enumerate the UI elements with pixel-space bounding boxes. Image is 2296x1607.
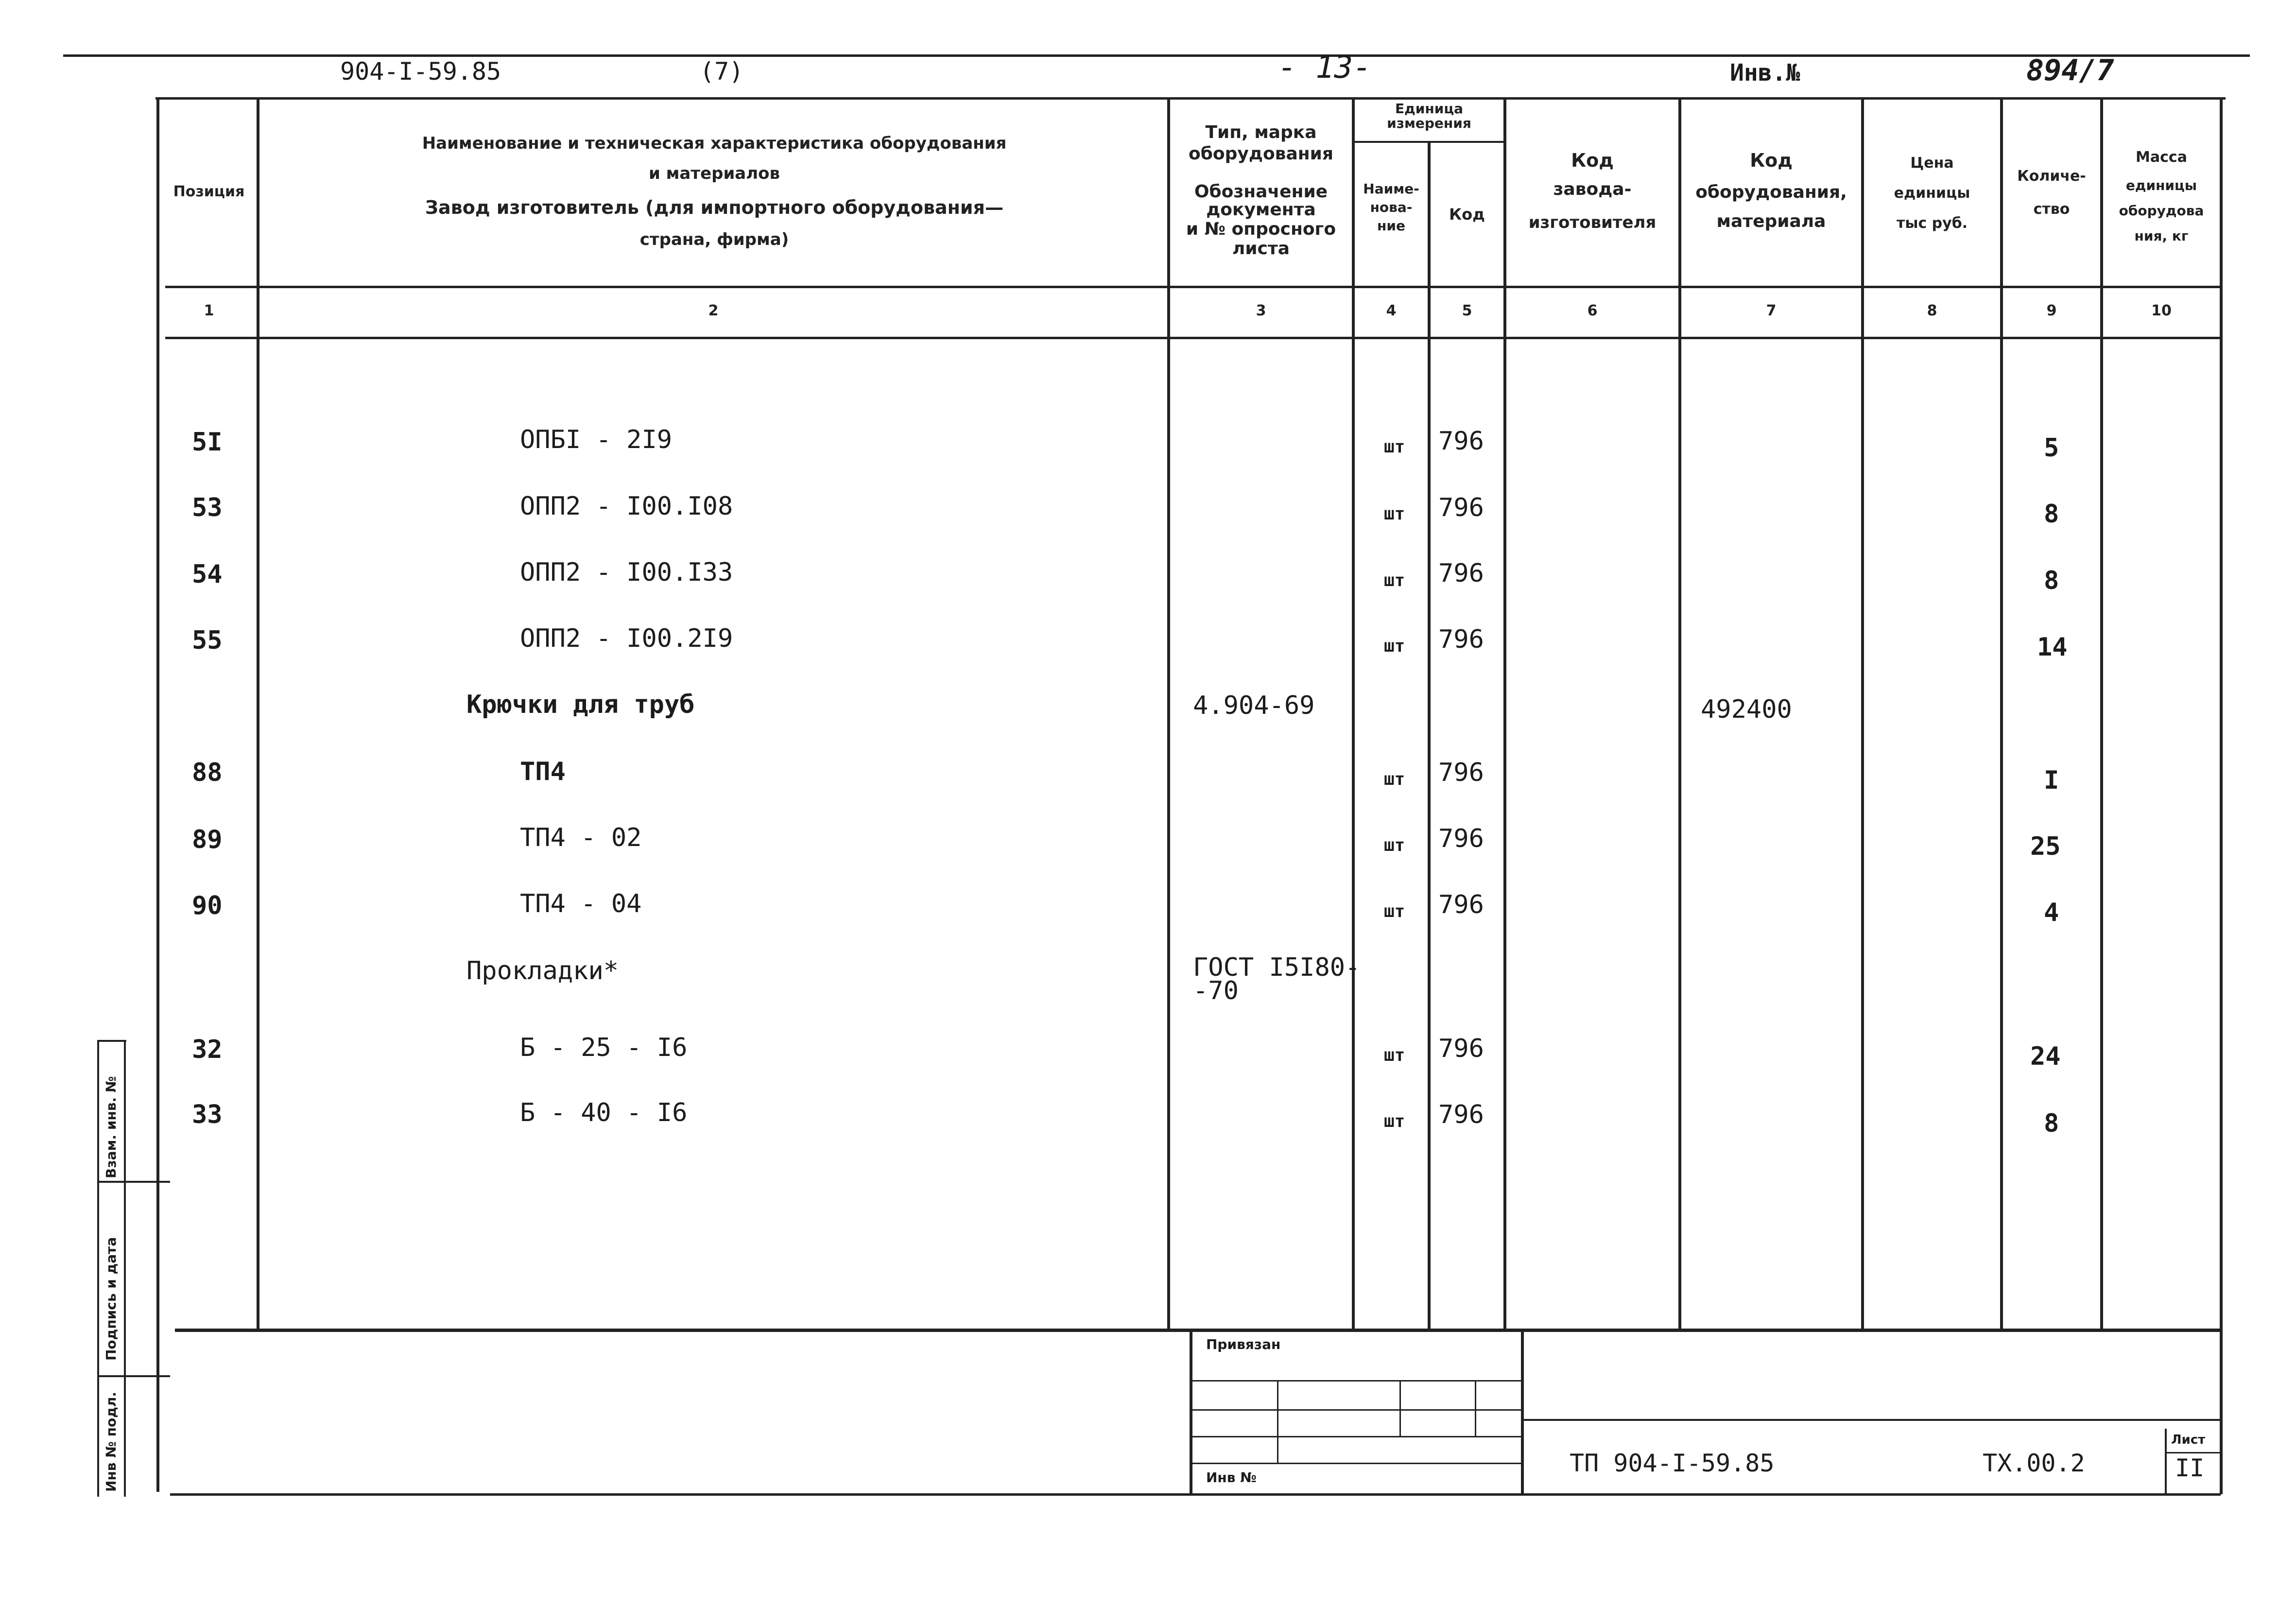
- row-unit-code: 796: [1438, 493, 1484, 522]
- row-quantity: 25: [2030, 832, 2061, 861]
- stamp-grid-line: [1192, 1463, 1521, 1464]
- col-divider-8: [2000, 100, 2003, 1329]
- stamp-attached-label: Привязан: [1206, 1336, 1281, 1352]
- inventory-label: Инв.№: [1730, 59, 1800, 86]
- column-number: 5: [1462, 302, 1472, 319]
- stamp-document-code: ТП 904-I-59.85: [1570, 1449, 1775, 1477]
- header-factory-code-line1: Код: [1571, 150, 1614, 171]
- stamp-sheet-label: Лист: [2171, 1433, 2206, 1447]
- column-number: 9: [2046, 302, 2057, 319]
- row-quantity: 4: [2044, 898, 2059, 927]
- row-position: 89: [192, 825, 223, 854]
- row-unit-code: 796: [1438, 427, 1484, 456]
- stamp-grid-line: [1192, 1380, 1521, 1382]
- column-number: 6: [1587, 302, 1598, 319]
- header-price-line3: тыс руб.: [1896, 215, 1968, 232]
- row-document-continued: -70: [1193, 976, 1239, 1005]
- frame-left-line: [156, 97, 159, 1492]
- header-mass-line1: Масса: [2136, 149, 2187, 166]
- row-document: 4.904-69: [1193, 691, 1315, 720]
- row-unit-code: 796: [1438, 559, 1484, 588]
- row-unit: шт: [1384, 835, 1405, 855]
- row-position: 55: [192, 626, 223, 655]
- stamp-sheet-number: II: [2175, 1454, 2205, 1482]
- row-quantity: 5: [2044, 433, 2059, 463]
- row-material-code: 492400: [1701, 695, 1792, 724]
- row-unit: шт: [1384, 570, 1405, 590]
- row-name: Б - 40 - I6: [520, 1098, 688, 1127]
- table-top-border: [155, 97, 2226, 100]
- header-name-line1: Наименование и техническая характеристика оборудования: [422, 134, 1007, 153]
- side-strip-left: [97, 1040, 99, 1497]
- header-material-code-line1: Код: [1750, 150, 1793, 171]
- side-label-replaced-inventory: Взам. инв. №: [103, 1076, 119, 1178]
- row-position: 5I: [192, 428, 223, 457]
- row-unit-code: 796: [1438, 890, 1484, 919]
- header-factory-code-line2: завода-: [1553, 179, 1632, 199]
- side-label-signature-date: Подпись и дата: [103, 1237, 119, 1361]
- doc-code: 904-I-59.85: [340, 57, 501, 86]
- stamp-grid-line: [1475, 1380, 1476, 1436]
- column-number: 4: [1386, 302, 1397, 319]
- section-heading: Прокладки*: [466, 956, 619, 985]
- row-name: ТП4 - 04: [520, 889, 642, 918]
- stamp-grid-line: [1192, 1409, 1521, 1411]
- header-unit-name-line2: нова-: [1370, 199, 1413, 215]
- header-quantity-line2: ство: [2033, 201, 2070, 218]
- row-unit: шт: [1384, 437, 1405, 457]
- stamp-sheet-code: ТХ.00.2: [1983, 1449, 2085, 1477]
- row-position: 33: [192, 1100, 223, 1129]
- row-name: ТП4 - 02: [520, 823, 642, 852]
- header-unit-code: Код: [1449, 205, 1485, 224]
- row-document: ГОСТ I5I80-: [1193, 953, 1361, 982]
- row-unit: шт: [1384, 769, 1405, 789]
- stamp-divider-left: [1190, 1330, 1192, 1494]
- column-number: 10: [2151, 302, 2172, 319]
- col-divider-1: [257, 100, 259, 1329]
- col-divider-3: [1352, 100, 1355, 1329]
- row-name: Б - 25 - I6: [520, 1033, 688, 1062]
- col-divider-9: [2100, 100, 2103, 1329]
- header-unit-group-line1: Единица: [1395, 101, 1463, 117]
- row-quantity: 8: [2044, 500, 2059, 529]
- row-quantity: 24: [2030, 1042, 2061, 1071]
- row-position: 53: [192, 493, 223, 522]
- column-number: 2: [708, 302, 719, 319]
- top-border: [63, 54, 2250, 57]
- header-mass-line2: единицы: [2125, 177, 2197, 193]
- row-position: 90: [192, 891, 223, 920]
- col-divider-2: [1167, 100, 1170, 1329]
- column-number: 8: [1927, 302, 1937, 319]
- column-number: 1: [204, 302, 214, 319]
- row-name: ОПБI - 2I9: [520, 425, 673, 454]
- row-unit-code: 796: [1438, 824, 1484, 853]
- row-position: 88: [192, 758, 223, 787]
- header-type-line1: Тип, марка: [1205, 122, 1317, 142]
- col-divider-5: [1503, 100, 1506, 1329]
- row-position: 54: [192, 560, 223, 589]
- frame-bottom-border: [170, 1493, 2221, 1496]
- header-mass-line4: ния, кг: [2134, 228, 2189, 244]
- page-number: - 13-: [1278, 50, 1372, 86]
- header-quantity-line1: Количе-: [2017, 168, 2086, 185]
- header-bottom-line: [165, 286, 2221, 288]
- header-type-line2: оборудования: [1189, 144, 1333, 164]
- row-unit-code: 796: [1438, 1034, 1484, 1063]
- header-name-line2: и материалов: [648, 164, 780, 183]
- header-position: Позиция: [173, 183, 245, 200]
- header-factory-code-line3: изготовителя: [1528, 213, 1657, 232]
- row-name: ТП4: [520, 757, 566, 786]
- header-unit-name-line3: ние: [1377, 218, 1405, 234]
- header-unit-name-line1: Наиме-: [1363, 181, 1419, 197]
- row-quantity: 8: [2044, 1109, 2059, 1138]
- row-quantity: 8: [2044, 566, 2059, 595]
- header-unit-group-line2: измерения: [1387, 115, 1471, 131]
- side-strip-line: [97, 1181, 170, 1183]
- header-type-line6: листа: [1232, 239, 1290, 259]
- header-name-line4: страна, фирма): [639, 230, 789, 249]
- row-unit: шт: [1384, 1111, 1405, 1131]
- frame-right-line: [2220, 100, 2223, 1494]
- row-name: ОПП2 - I00.2I9: [520, 624, 733, 653]
- header-price-line1: Цена: [1910, 155, 1954, 172]
- stamp-grid-line: [1277, 1380, 1278, 1463]
- stamp-sheet-line: [2165, 1452, 2220, 1453]
- column-number: 3: [1256, 302, 1266, 319]
- col-divider-6: [1678, 100, 1681, 1329]
- stamp-title-line: [1524, 1419, 2220, 1421]
- unit-group-line: [1355, 141, 1503, 143]
- stamp-inventory-label: Инв №: [1206, 1469, 1257, 1486]
- row-name: ОПП2 - I00.I08: [520, 492, 733, 521]
- stamp-divider-right: [1521, 1330, 1524, 1494]
- side-strip-inner: [124, 1040, 126, 1497]
- row-unit-code: 796: [1438, 625, 1484, 654]
- header-name-line3: Завод изготовитель (для импортного оборудования—: [425, 197, 1003, 218]
- side-strip-line: [97, 1040, 126, 1042]
- stamp-sheet-divider: [2165, 1429, 2167, 1494]
- header-type-line3: Обозначение: [1194, 182, 1328, 202]
- inventory-value: 894/7: [2026, 53, 2114, 87]
- row-name: ОПП2 - I00.I33: [520, 558, 733, 587]
- row-unit: шт: [1384, 636, 1405, 656]
- part-number: (7): [700, 57, 744, 86]
- header-material-code-line2: оборудования,: [1695, 182, 1847, 202]
- row-unit: шт: [1384, 1045, 1405, 1065]
- header-material-code-line3: материала: [1716, 211, 1826, 231]
- table-bottom-border: [175, 1329, 2221, 1332]
- col-divider-7: [1861, 100, 1864, 1329]
- header-type-line4: документа: [1206, 200, 1316, 220]
- row-position: 32: [192, 1035, 223, 1064]
- row-unit-code: 796: [1438, 1100, 1484, 1129]
- row-unit-code: 796: [1438, 758, 1484, 787]
- header-price-line2: единицы: [1894, 185, 1970, 202]
- side-strip-line: [97, 1375, 170, 1377]
- row-unit: шт: [1384, 901, 1405, 921]
- row-quantity: I: [2044, 766, 2059, 795]
- stamp-grid-line: [1399, 1380, 1401, 1436]
- side-label-original-inventory: Инв № подл.: [103, 1391, 119, 1492]
- number-row-bottom-line: [165, 337, 2221, 339]
- header-type-line5: и № опросного: [1186, 219, 1336, 239]
- section-heading: Крючки для труб: [466, 690, 695, 719]
- column-number: 7: [1766, 302, 1777, 319]
- row-unit: шт: [1384, 504, 1405, 524]
- stamp-grid-line: [1192, 1436, 1521, 1437]
- header-mass-line3: оборудова: [2119, 203, 2204, 219]
- row-quantity: 14: [2037, 633, 2068, 662]
